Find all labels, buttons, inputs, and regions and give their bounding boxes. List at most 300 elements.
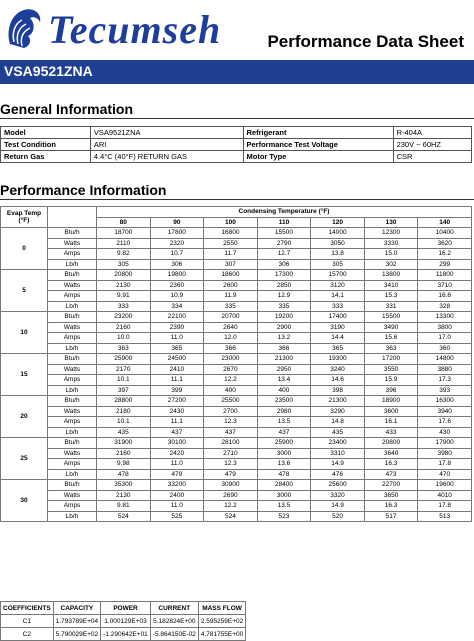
perf-value: 15500 bbox=[364, 312, 418, 323]
perf-value: 30900 bbox=[204, 480, 258, 491]
perf-row bbox=[1, 259, 472, 270]
unit-label: Btu/h bbox=[48, 312, 97, 323]
info-row bbox=[1, 127, 472, 139]
unit-label: Lb/h bbox=[48, 385, 97, 396]
perf-value: 335 bbox=[257, 301, 311, 312]
perf-value: 2420 bbox=[150, 448, 204, 459]
perf-value: 3940 bbox=[418, 406, 472, 417]
perf-row bbox=[1, 280, 472, 291]
perf-row bbox=[1, 396, 472, 407]
perf-value: 16800 bbox=[204, 228, 258, 239]
perf-value: 16.2 bbox=[418, 249, 472, 260]
perf-value: 19800 bbox=[150, 270, 204, 281]
perf-value: 479 bbox=[204, 469, 258, 480]
unit-label: Watts bbox=[48, 322, 97, 333]
perf-value: 3120 bbox=[311, 280, 365, 291]
perf-value: 27200 bbox=[150, 396, 204, 407]
perf-value: 10.7 bbox=[150, 249, 204, 260]
perf-value: 513 bbox=[418, 511, 472, 522]
condensing-temp: 110 bbox=[257, 217, 311, 228]
perf-value: 363 bbox=[97, 343, 151, 354]
perf-value: 2690 bbox=[204, 490, 258, 501]
perf-value: 12.3 bbox=[204, 459, 258, 470]
perf-value: 15.3 bbox=[364, 291, 418, 302]
unit-label: Amps bbox=[48, 459, 97, 470]
perf-value: 14.6 bbox=[311, 375, 365, 386]
perf-value: 23000 bbox=[204, 354, 258, 365]
perf-value: 3050 bbox=[311, 238, 365, 249]
perf-value: 31900 bbox=[97, 438, 151, 449]
perf-row bbox=[1, 511, 472, 522]
info-value: 230V ~ 60HZ bbox=[393, 139, 471, 151]
perf-value: 524 bbox=[97, 511, 151, 522]
unit-label: Amps bbox=[48, 375, 97, 386]
perf-row bbox=[1, 417, 472, 428]
info-label: Motor Type bbox=[243, 151, 393, 163]
perf-value: 23400 bbox=[311, 438, 365, 449]
perf-value: 23200 bbox=[97, 312, 151, 323]
unit-header bbox=[48, 207, 97, 228]
brand-name: Tecumseh bbox=[48, 7, 222, 52]
unit-label: Amps bbox=[48, 501, 97, 512]
perf-value: 476 bbox=[311, 469, 365, 480]
info-label: Refrigerant bbox=[243, 127, 393, 139]
perf-row bbox=[1, 228, 472, 239]
perf-value: 3000 bbox=[257, 448, 311, 459]
unit-label: Amps bbox=[48, 417, 97, 428]
perf-row bbox=[1, 427, 472, 438]
perf-value: 2710 bbox=[204, 448, 258, 459]
perf-value: 331 bbox=[364, 301, 418, 312]
section-divider bbox=[0, 199, 474, 200]
perf-value: 14.8 bbox=[311, 417, 365, 428]
perf-value: 2550 bbox=[204, 238, 258, 249]
perf-value: 2790 bbox=[257, 238, 311, 249]
perf-value: 25900 bbox=[257, 438, 311, 449]
perf-value: 9.81 bbox=[97, 501, 151, 512]
perf-value: 479 bbox=[150, 469, 204, 480]
perf-value: 3490 bbox=[364, 322, 418, 333]
perf-value: 2410 bbox=[150, 364, 204, 375]
perf-value: 17.0 bbox=[418, 333, 472, 344]
perf-value: 20700 bbox=[204, 312, 258, 323]
perf-value: 10.1 bbox=[97, 375, 151, 386]
perf-value: 437 bbox=[150, 427, 204, 438]
coef-header: MASS FLOW bbox=[198, 602, 245, 615]
info-label: Test Condition bbox=[1, 139, 91, 151]
perf-value: 20800 bbox=[364, 438, 418, 449]
perf-value: 3000 bbox=[257, 490, 311, 501]
perf-value: 13.5 bbox=[257, 501, 311, 512]
perf-row bbox=[1, 291, 472, 302]
coef-header: COEFFICIENTS bbox=[1, 602, 54, 615]
perf-value: 525 bbox=[150, 511, 204, 522]
unit-label: Amps bbox=[48, 291, 97, 302]
perf-value: 335 bbox=[204, 301, 258, 312]
unit-label: Amps bbox=[48, 249, 97, 260]
perf-value: 15.0 bbox=[364, 249, 418, 260]
perf-row bbox=[1, 238, 472, 249]
perf-value: 12300 bbox=[364, 228, 418, 239]
perf-value: 3880 bbox=[418, 364, 472, 375]
evap-temp: 30 bbox=[1, 480, 48, 522]
perf-value: 3310 bbox=[311, 448, 365, 459]
perf-value: 3600 bbox=[364, 406, 418, 417]
perf-value: 17.8 bbox=[418, 459, 472, 470]
perf-value: 305 bbox=[311, 259, 365, 270]
perf-value: 11.0 bbox=[150, 333, 204, 344]
perf-value: 14.4 bbox=[311, 333, 365, 344]
perf-value: 17400 bbox=[311, 312, 365, 323]
perf-value: 3190 bbox=[311, 322, 365, 333]
perf-value: 2160 bbox=[97, 448, 151, 459]
perf-value: 19200 bbox=[257, 312, 311, 323]
perf-value: 2320 bbox=[150, 238, 204, 249]
perf-value: 28400 bbox=[257, 480, 311, 491]
perf-value: 13.4 bbox=[257, 375, 311, 386]
evap-temp-header: Evap Temp (°F) bbox=[1, 207, 48, 228]
coef-value: 2.595259E+02 bbox=[198, 615, 245, 628]
perf-value: 399 bbox=[150, 385, 204, 396]
perf-value: 15700 bbox=[311, 270, 365, 281]
perf-value: 306 bbox=[150, 259, 204, 270]
document-title: Performance Data Sheet bbox=[267, 32, 464, 51]
model-banner-text: VSA9521ZNA bbox=[4, 63, 93, 79]
perf-value: 520 bbox=[311, 511, 365, 522]
perf-value: 28800 bbox=[97, 396, 151, 407]
perf-value: 400 bbox=[257, 385, 311, 396]
perf-value: 16.6 bbox=[418, 291, 472, 302]
info-label: Performance Test Voltage bbox=[243, 139, 393, 151]
perf-row bbox=[1, 469, 472, 480]
perf-value: 3330 bbox=[364, 238, 418, 249]
perf-value: 437 bbox=[204, 427, 258, 438]
condensing-temp-header: Condensing Temperature (°F) bbox=[97, 207, 472, 218]
info-row bbox=[1, 151, 472, 163]
perf-value: 12.0 bbox=[204, 333, 258, 344]
coef-value: -5.864150E-02 bbox=[150, 628, 198, 641]
performance-table bbox=[0, 206, 472, 522]
perf-value: 3550 bbox=[364, 364, 418, 375]
perf-value: 9.91 bbox=[97, 291, 151, 302]
perf-value: 2640 bbox=[204, 322, 258, 333]
perf-value: 16300 bbox=[418, 396, 472, 407]
perf-value: 21300 bbox=[257, 354, 311, 365]
condensing-temp: 140 bbox=[418, 217, 472, 228]
perf-value: 523 bbox=[257, 511, 311, 522]
perf-value: 30100 bbox=[150, 438, 204, 449]
perf-value: 13.5 bbox=[257, 417, 311, 428]
perf-row bbox=[1, 322, 472, 333]
perf-value: 11.1 bbox=[150, 417, 204, 428]
perf-value: 306 bbox=[257, 259, 311, 270]
perf-header-row bbox=[1, 207, 472, 218]
perf-value: 437 bbox=[257, 427, 311, 438]
perf-value: 12.7 bbox=[257, 249, 311, 260]
unit-label: Watts bbox=[48, 406, 97, 417]
perf-value: 17.8 bbox=[418, 501, 472, 512]
perf-row bbox=[1, 301, 472, 312]
perf-value: 9.82 bbox=[97, 249, 151, 260]
perf-row bbox=[1, 459, 472, 470]
unit-label: Watts bbox=[48, 364, 97, 375]
perf-value: 22100 bbox=[150, 312, 204, 323]
coef-header: CURRENT bbox=[150, 602, 198, 615]
info-value: CSR bbox=[393, 151, 471, 163]
perf-value: 430 bbox=[418, 427, 472, 438]
perf-value: 3800 bbox=[418, 322, 472, 333]
evap-temp: 20 bbox=[1, 396, 48, 438]
perf-value: 524 bbox=[204, 511, 258, 522]
perf-value: 328 bbox=[418, 301, 472, 312]
perf-value: 2600 bbox=[204, 280, 258, 291]
perf-value: 23500 bbox=[257, 396, 311, 407]
perf-value: 25600 bbox=[311, 480, 365, 491]
perf-value: 333 bbox=[311, 301, 365, 312]
perf-row bbox=[1, 448, 472, 459]
condensing-temp: 120 bbox=[311, 217, 365, 228]
perf-value: 2900 bbox=[257, 322, 311, 333]
perf-value: 307 bbox=[204, 259, 258, 270]
perf-value: 17900 bbox=[418, 438, 472, 449]
perf-value: 14.9 bbox=[311, 501, 365, 512]
perf-value: 14.1 bbox=[311, 291, 365, 302]
perf-value: 24500 bbox=[150, 354, 204, 365]
perf-row bbox=[1, 406, 472, 417]
coef-value: 5.182824E+00 bbox=[150, 615, 198, 628]
perf-value: 3620 bbox=[418, 238, 472, 249]
condensing-temp: 100 bbox=[204, 217, 258, 228]
perf-row bbox=[1, 354, 472, 365]
perf-value: 13300 bbox=[418, 312, 472, 323]
perf-value: 2400 bbox=[150, 490, 204, 501]
info-value: R-404A bbox=[393, 127, 471, 139]
perf-value: 12.9 bbox=[257, 291, 311, 302]
condensing-temp: 80 bbox=[97, 217, 151, 228]
perf-value: 433 bbox=[364, 427, 418, 438]
unit-label: Lb/h bbox=[48, 259, 97, 270]
model-banner bbox=[0, 60, 474, 84]
perf-value: 12.2 bbox=[204, 501, 258, 512]
perf-value: 10.0 bbox=[97, 333, 151, 344]
perf-value: 22700 bbox=[364, 480, 418, 491]
perf-value: 13800 bbox=[364, 270, 418, 281]
perf-value: 15.6 bbox=[364, 333, 418, 344]
coef-header: POWER bbox=[101, 602, 151, 615]
perf-value: 16.1 bbox=[364, 417, 418, 428]
perf-row bbox=[1, 480, 472, 491]
coef-value: 4.781755E+00 bbox=[198, 628, 245, 641]
perf-value: 302 bbox=[364, 259, 418, 270]
perf-value: 299 bbox=[418, 259, 472, 270]
perf-value: 333 bbox=[97, 301, 151, 312]
perf-value: 2950 bbox=[257, 364, 311, 375]
perf-value: 305 bbox=[97, 259, 151, 270]
unit-label: Amps bbox=[48, 333, 97, 344]
coef-label: C1 bbox=[1, 615, 54, 628]
perf-value: 2700 bbox=[204, 406, 258, 417]
perf-row bbox=[1, 312, 472, 323]
coefficients-table bbox=[0, 601, 246, 641]
unit-label: Lb/h bbox=[48, 469, 97, 480]
evap-temp: 10 bbox=[1, 312, 48, 354]
perf-row bbox=[1, 501, 472, 512]
perf-value: 363 bbox=[364, 343, 418, 354]
perf-value: 20800 bbox=[97, 270, 151, 281]
perf-value: 35300 bbox=[97, 480, 151, 491]
perf-row bbox=[1, 364, 472, 375]
coef-header: CAPACITY bbox=[53, 602, 100, 615]
general-info-title: General Information bbox=[0, 101, 134, 117]
coef-value: 5.790029E+02 bbox=[53, 628, 100, 641]
perf-value: 9.98 bbox=[97, 459, 151, 470]
coef-header-row bbox=[1, 602, 246, 615]
unit-label: Lb/h bbox=[48, 427, 97, 438]
perf-value: 2110 bbox=[97, 238, 151, 249]
coef-row bbox=[1, 628, 246, 641]
perf-row bbox=[1, 343, 472, 354]
unit-label: Btu/h bbox=[48, 354, 97, 365]
perf-value: 11.0 bbox=[150, 501, 204, 512]
perf-value: 3640 bbox=[364, 448, 418, 459]
perf-value: 14000 bbox=[311, 228, 365, 239]
perf-value: 3240 bbox=[311, 364, 365, 375]
perf-value: 365 bbox=[150, 343, 204, 354]
perf-value: 3410 bbox=[364, 280, 418, 291]
evap-temp: 25 bbox=[1, 438, 48, 480]
perf-value: 15500 bbox=[257, 228, 311, 239]
unit-label: Watts bbox=[48, 448, 97, 459]
perf-value: 2850 bbox=[257, 280, 311, 291]
perf-value: 2130 bbox=[97, 280, 151, 291]
perf-value: 13.2 bbox=[257, 333, 311, 344]
perf-value: 3980 bbox=[418, 448, 472, 459]
info-value: VSA9521ZNA bbox=[90, 127, 243, 139]
section-divider bbox=[0, 118, 474, 119]
perf-value: 18600 bbox=[204, 270, 258, 281]
perf-row bbox=[1, 385, 472, 396]
perf-value: 3710 bbox=[418, 280, 472, 291]
condensing-temp: 90 bbox=[150, 217, 204, 228]
perf-value: 2430 bbox=[150, 406, 204, 417]
perf-value: 11.1 bbox=[150, 375, 204, 386]
perf-value: 2180 bbox=[97, 406, 151, 417]
perf-value: 3650 bbox=[364, 490, 418, 501]
perf-value: 478 bbox=[257, 469, 311, 480]
perf-value: 28100 bbox=[204, 438, 258, 449]
perf-value: 11800 bbox=[418, 270, 472, 281]
performance-info-title: Performance Information bbox=[0, 182, 167, 198]
perf-value: 360 bbox=[418, 343, 472, 354]
perf-value: 4010 bbox=[418, 490, 472, 501]
coef-value: 1.000129E+03 bbox=[101, 615, 151, 628]
perf-value: 19600 bbox=[418, 480, 472, 491]
perf-value: 366 bbox=[257, 343, 311, 354]
perf-value: 16.3 bbox=[364, 459, 418, 470]
unit-label: Btu/h bbox=[48, 396, 97, 407]
perf-value: 17.3 bbox=[418, 375, 472, 386]
perf-value: 3290 bbox=[311, 406, 365, 417]
perf-value: 10.9 bbox=[150, 291, 204, 302]
perf-value: 33200 bbox=[150, 480, 204, 491]
perf-value: 397 bbox=[97, 385, 151, 396]
perf-value: 2360 bbox=[150, 280, 204, 291]
perf-value: 396 bbox=[364, 385, 418, 396]
perf-value: 2130 bbox=[97, 490, 151, 501]
info-label: Model bbox=[1, 127, 91, 139]
evap-temp: 15 bbox=[1, 354, 48, 396]
info-value: 4.4°C (40°F) RETURN GAS bbox=[90, 151, 243, 163]
evap-temp: 0 bbox=[1, 228, 48, 270]
perf-value: 19300 bbox=[311, 354, 365, 365]
perf-value: 17800 bbox=[150, 228, 204, 239]
tecumseh-logo bbox=[4, 4, 222, 58]
coef-row bbox=[1, 615, 246, 628]
perf-value: 18900 bbox=[364, 396, 418, 407]
unit-label: Btu/h bbox=[48, 270, 97, 281]
perf-value: 14800 bbox=[418, 354, 472, 365]
coef-value: 1.793789E+04 bbox=[53, 615, 100, 628]
unit-label: Watts bbox=[48, 490, 97, 501]
info-label: Return Gas bbox=[1, 151, 91, 163]
perf-value: 2980 bbox=[257, 406, 311, 417]
condensing-temp: 130 bbox=[364, 217, 418, 228]
perf-row bbox=[1, 270, 472, 281]
perf-value: 21300 bbox=[311, 396, 365, 407]
perf-value: 17300 bbox=[257, 270, 311, 281]
unit-label: Btu/h bbox=[48, 480, 97, 491]
perf-value: 13.8 bbox=[311, 249, 365, 260]
info-row bbox=[1, 139, 472, 151]
perf-value: 366 bbox=[204, 343, 258, 354]
unit-label: Watts bbox=[48, 238, 97, 249]
perf-value: 2670 bbox=[204, 364, 258, 375]
unit-label: Lb/h bbox=[48, 511, 97, 522]
perf-value: 3320 bbox=[311, 490, 365, 501]
perf-value: 10400 bbox=[418, 228, 472, 239]
perf-value: 400 bbox=[204, 385, 258, 396]
perf-value: 15.9 bbox=[364, 375, 418, 386]
perf-value: 11.0 bbox=[150, 459, 204, 470]
unit-label: Watts bbox=[48, 280, 97, 291]
perf-value: 25900 bbox=[97, 354, 151, 365]
perf-value: 13.6 bbox=[257, 459, 311, 470]
perf-value: 470 bbox=[418, 469, 472, 480]
perf-value: 25500 bbox=[204, 396, 258, 407]
perf-row bbox=[1, 490, 472, 501]
evap-temp: 5 bbox=[1, 270, 48, 312]
general-info-table bbox=[0, 126, 472, 163]
logo-emblem-icon bbox=[4, 4, 44, 52]
perf-value: 16.3 bbox=[364, 501, 418, 512]
perf-row bbox=[1, 249, 472, 260]
perf-row bbox=[1, 375, 472, 386]
perf-value: 393 bbox=[418, 385, 472, 396]
perf-value: 10.1 bbox=[97, 417, 151, 428]
perf-value: 18700 bbox=[97, 228, 151, 239]
perf-value: 517 bbox=[364, 511, 418, 522]
perf-value: 14.9 bbox=[311, 459, 365, 470]
unit-label: Btu/h bbox=[48, 228, 97, 239]
unit-label: Btu/h bbox=[48, 438, 97, 449]
perf-value: 2170 bbox=[97, 364, 151, 375]
perf-value: 12.2 bbox=[204, 375, 258, 386]
coef-label: C2 bbox=[1, 628, 54, 641]
perf-value: 2390 bbox=[150, 322, 204, 333]
unit-label: Lb/h bbox=[48, 301, 97, 312]
perf-value: 435 bbox=[311, 427, 365, 438]
perf-value: 11.7 bbox=[204, 249, 258, 260]
